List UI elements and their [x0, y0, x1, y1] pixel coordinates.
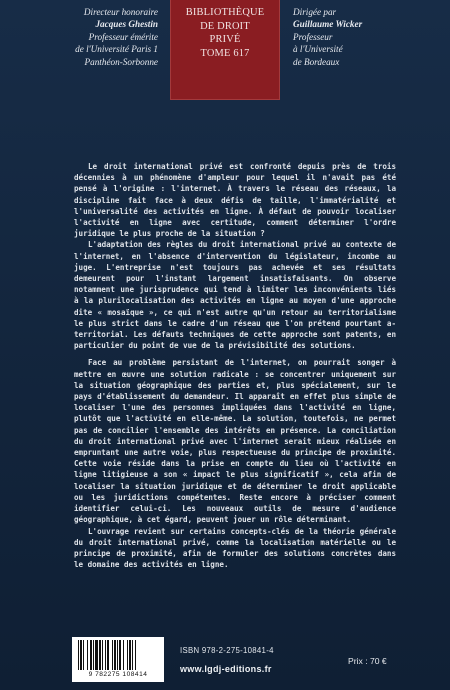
publisher-website: www.lgdj-editions.fr	[180, 664, 272, 674]
honorary-director-block	[8, 6, 158, 68]
barcode-bar	[114, 640, 116, 670]
barcode-bar	[112, 640, 113, 670]
isbn-barcode	[72, 637, 164, 682]
honorary-director-university-name: Panthéon-Sorbonne	[84, 56, 158, 67]
barcode-bar	[87, 640, 88, 670]
barcode-bar	[117, 640, 118, 670]
series-director-university-name: de Bordeaux	[293, 56, 340, 67]
series-line-2: DE DROIT	[200, 20, 250, 32]
summary-paragraph-2: L'adaptation des règles du droit international privé au contexte de l'internet, en l'absence d'intervention du législateur, incombe au juge. L'entreprise n'est toujours pas achevée et ses résultats demeurent pour l'instant largement insatisfaisants. On observe notamment une jurisprudence qui tend à limiter les inconvénients liés à la plurilocalisation des activités en ligne au moyen d'une approche dite « mosaïque », ce qui n'est autre qu'un retour au territorialisme le plus strict dans le cadre d'un réseau que l'on prétend pourtant a-territorial. Les défauts techniques de cette approche sont patents, en particulier du point de vue de la prévisibilité des solutions.	[74, 240, 396, 351]
series-director-title: Professeur	[293, 31, 333, 42]
series-volume: TOME 617	[200, 47, 250, 59]
series-line-3: PRIVÉ	[209, 34, 241, 46]
barcode-bar	[127, 640, 128, 670]
barcode-bar	[102, 640, 103, 670]
series-line-1: BIBLIOTHÈQUE	[185, 7, 265, 18]
summary-paragraph-4: L'ouvrage revient sur certains concepts-clés de la théorie générale du droit international privé, comme la localisation matérielle ou le principe de proximité, afin de formuler des solutions concrètes dans le domaine des activités en ligne.	[74, 526, 396, 570]
barcode-bar	[95, 640, 98, 670]
series-director-block	[293, 6, 443, 68]
back-cover-summary	[74, 161, 396, 570]
series-title-box	[170, 0, 280, 100]
summary-paragraph-1: Le droit international privé est confronté depuis près de trois décennies à un phénomène d'ampleur pour lequel il n'avait pas été pensé à l'origine : l'internet. À travers le réseau des réseaux, la discipline fait face à deux défis de taille, l'immatérialité et l'universalité des activités en ligne. À défaut de pouvoir localiser l'activité en ligne avec certitude, comment déterminer l'ordre juridique le plus proche de la situation ?	[74, 162, 396, 239]
barcode-bar	[93, 640, 94, 670]
summary-paragraph-3: Face au problème persistant de l'internet, on pourrait songer à mettre en œuvre une solution radicale : se concentrer uniquement sur la situation géographique des parties et, plus spécialement, sur le pays d'établissement du demandeur. Il apparaît en effet plus simple de localiser l'une des personnes impliquées dans l'activité en ligne, plutôt que l'activité en elle-même. La solution, toutefois, ne permet pas de concilier l'ensemble des intérêts en présence. La conciliation du droit international privé avec l'internet serait mieux réalisée en empruntant une autre voie, plus respectueuse du principe de proximité. Cette voie réside dans la prise en compte du lieu où l'activité en ligne litigieuse a son « impact le plus significatif », cela afin de localiser la situation juridique et de déterminer le droit applicable ou les juridictions compétentes. Reste encore à préciser comment identifier celui-ci. Les nouveaux outils de mesure d'audience géographique, à cet égard, peuvent jouer un rôle déterminant.	[74, 358, 396, 525]
barcode-bar	[135, 640, 136, 670]
honorary-director-name: Jacques Ghestin	[95, 19, 158, 30]
barcode-bar	[83, 640, 84, 670]
barcode-bar	[107, 640, 109, 670]
barcode-bar	[78, 640, 79, 670]
barcode-number: 9 782275 108414	[88, 671, 148, 678]
barcode-bar	[129, 640, 131, 670]
barcode-bar	[123, 640, 124, 670]
barcode-bar	[90, 640, 92, 670]
honorary-director-title: Professeur émérite	[88, 31, 158, 42]
price-label: Prix : 70 €	[348, 656, 387, 666]
barcode-bar	[119, 640, 121, 670]
series-director-role: Dirigée par	[293, 7, 337, 17]
honorary-director-role: Directeur honoraire	[83, 7, 158, 17]
series-director-name: Guillaume Wicker	[293, 19, 363, 30]
barcode-bar	[105, 640, 106, 670]
honorary-director-university: de l'Université Paris 1	[75, 44, 158, 55]
isbn-text: ISBN 978-2-275-10841-4	[180, 646, 274, 655]
barcode-bars	[76, 640, 160, 670]
barcode-bar	[99, 640, 101, 670]
barcode-bar	[80, 640, 82, 670]
barcode-bar	[132, 640, 133, 670]
series-director-university: à l'Université	[293, 44, 343, 55]
